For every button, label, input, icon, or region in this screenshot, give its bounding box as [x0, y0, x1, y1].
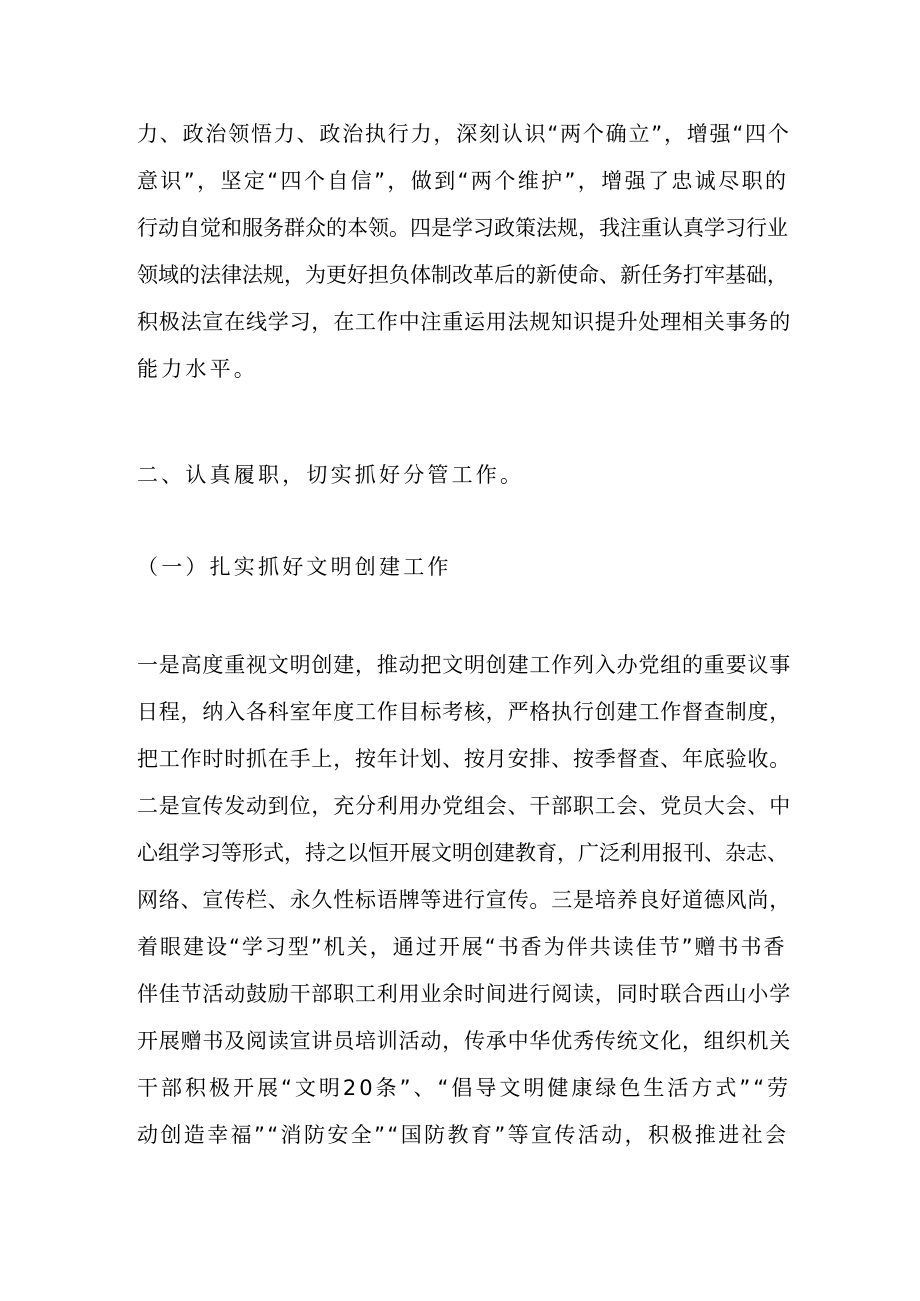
paragraph-line: 干部积极开展“文明20条”、“倡导文明健康绿色生活方式”“劳 [137, 1076, 792, 1100]
paragraph-line: 心组学习等形式，持之以恒开展文明创建教育，广泛利用报刊、杂志、 [137, 841, 788, 865]
paragraph-line: 动创造幸福”“消防安全”“国防教育”等宣传活动，积极推进社会 [137, 1123, 789, 1147]
paragraph-line: 伴佳节活动鼓励干部职工利用业余时间进行阅读，同时联合西山小学 [137, 982, 791, 1006]
paragraph-line: 一是高度重视文明创建，推动把文明创建工作列入办党组的重要议事 [137, 653, 791, 677]
paragraph-line: 行动自觉和服务群众的本领。四是学习政策法规，我注重认真学习行业 [137, 216, 788, 240]
paragraph-line: 积极法宣在线学习，在工作中注重运用法规知识提升处理相关事务的 [137, 310, 791, 334]
paragraph-line: 把工作时时抓在手上，按年计划、按月安排、按季督查、年底验收。 [137, 747, 791, 771]
section-heading: 二、认真履职，切实抓好分管工作。 [137, 463, 525, 487]
paragraph-line: 日程，纳入各科室年度工作目标考核，严格执行创建工作督查制度， [137, 700, 791, 724]
paragraph-line: 领域的法律法规，为更好担负体制改革后的新使命、新任务打牢基础， [137, 263, 788, 287]
section-subheading: （一）扎实抓好文明创建工作 [137, 555, 452, 579]
paragraph-line: 开展赠书及阅读宣讲员培训活动，传承中华优秀传统文化，组织机关 [137, 1029, 791, 1053]
paragraph-line: 意识”，坚定“四个自信”，做到“两个维护”，增强了忠诚尽职的 [137, 169, 789, 193]
paragraph-line: 着眼建设“学习型”机关，通过开展“书香为伴共读佳节”赠书书香 [137, 935, 787, 959]
paragraph-line: 力、政治领悟力、政治执行力，深刻认识“两个确立”，增强“四个 [137, 122, 791, 146]
paragraph-line: 能力水平。 [137, 357, 258, 381]
paragraph-line: 二是宣传发动到位，充分利用办党组会、干部职工会、党员大会、中 [137, 794, 791, 818]
paragraph-line: 网络、宣传栏、永久性标语牌等进行宣传。三是培养良好道德风尚， [137, 888, 791, 912]
